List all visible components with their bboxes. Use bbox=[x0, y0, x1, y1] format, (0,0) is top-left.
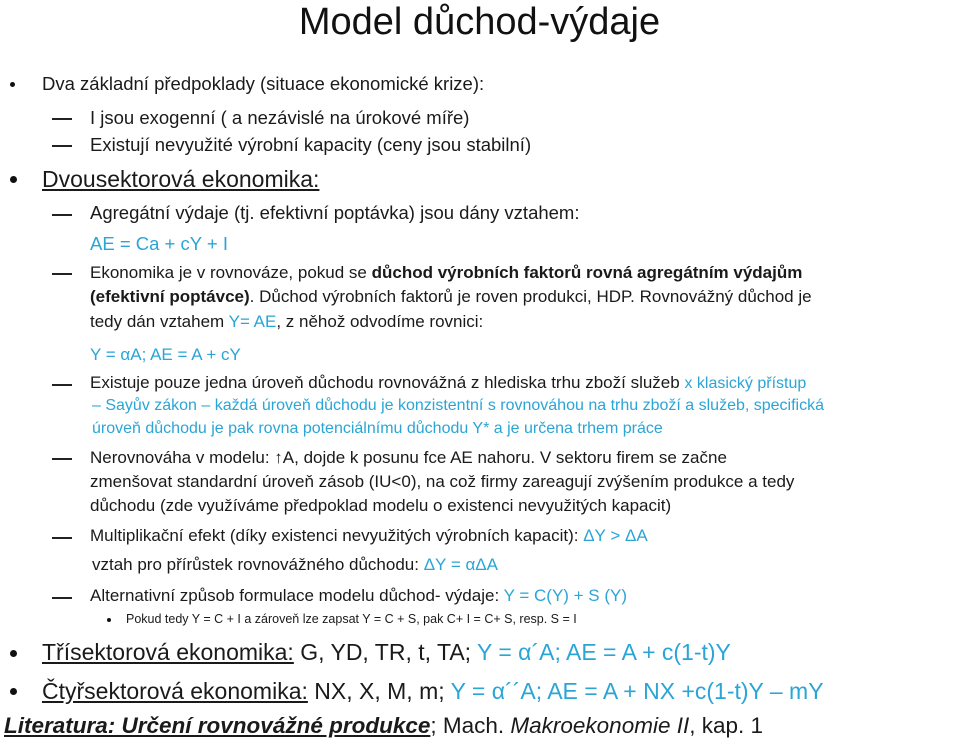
sub-item-text: I jsou exogenní ( a nezávislé na úrokové míře) bbox=[90, 107, 470, 128]
bullet-dot bbox=[10, 688, 17, 695]
dash-marker bbox=[52, 537, 72, 539]
formula-text: AE = Ca + cY + I bbox=[90, 233, 228, 254]
text-run: Nerovnováha v modelu: bbox=[90, 448, 275, 467]
text-run: G, YD, TR, t, TA; bbox=[293, 639, 478, 665]
formula-text: ΔY = αΔA bbox=[423, 555, 498, 574]
text-run: Alternativní způsob formulace modelu důchod- výdaje: bbox=[90, 586, 504, 605]
bold-text: (efektivní poptávce) bbox=[90, 287, 250, 306]
blue-text: – Sayův zákon – každá úroveň důchodu je konzistentní s rovnováhou na trhu zboží a služeb, specifická bbox=[92, 397, 824, 414]
formula-text: Y = C(Y) + S (Y) bbox=[503, 586, 628, 605]
bullet-dot bbox=[107, 618, 111, 622]
sub-item-text bbox=[90, 524, 648, 548]
sub-item-text bbox=[90, 584, 627, 608]
page-title: Model důchod-výdaje bbox=[298, 1, 661, 43]
text-run: NX, X, M, m; bbox=[307, 678, 451, 704]
sub-sub-item-text: Pokud tedy Y = C + I a zároveň lze zapsat Y = C + S, pak C+ I = C+ S, resp. S = I bbox=[126, 612, 577, 626]
dash-marker bbox=[52, 214, 72, 216]
bullet-dot bbox=[10, 176, 17, 183]
blue-text: x klasický přístup bbox=[684, 375, 807, 392]
dash-marker bbox=[52, 458, 72, 460]
dash-marker bbox=[52, 597, 72, 599]
sub-item-text: Existují nevyužité výrobní kapacity (ceny jsou stabilní) bbox=[90, 134, 532, 155]
text-run: , z něhož odvodíme rovnici: bbox=[276, 312, 484, 331]
text-run: A, dojde k posunu fce AE nahoru. V sektoru firem se začne bbox=[282, 448, 727, 467]
dash-marker bbox=[52, 273, 72, 275]
text-run: vztah pro přírůstek rovnovážného důchodu: bbox=[92, 555, 424, 574]
bullet-text: Dva základní předpoklady (situace ekonomické krize): bbox=[42, 73, 485, 94]
sub-item-text bbox=[90, 446, 727, 470]
text-run: Multiplikační efekt (díky existenci nevyužitých výrobních kapacit): bbox=[90, 526, 584, 545]
sub-item-text: Agregátní výdaje (tj. efektivní poptávka) jsou dány vztahem: bbox=[90, 202, 580, 223]
bullet-dot bbox=[10, 82, 15, 87]
literature-line bbox=[4, 711, 763, 741]
sub-item-text: důchodu (zde využíváme předpoklad modelu o existenci nevyužitých kapacit) bbox=[90, 496, 672, 515]
formula-text: Y = αA; AE = A + cY bbox=[90, 345, 241, 364]
dash-marker bbox=[52, 145, 72, 147]
text-run: ; Mach. bbox=[430, 713, 511, 738]
text-run: , kap. 1 bbox=[689, 713, 764, 738]
bold-text: důchod výrobních faktorů rovná agregátním výdajům bbox=[371, 263, 803, 282]
sub-item-text bbox=[90, 285, 812, 309]
formula-text: Y = α´´A; AE = A + NX +c(1-t)Y – mY bbox=[450, 678, 824, 704]
formula-text: Y= AE bbox=[228, 312, 277, 331]
sub-item-text bbox=[90, 371, 806, 395]
up-arrow-icon: ↑ bbox=[274, 448, 283, 467]
literature-label: Literatura: Určení rovnovážné produkce bbox=[4, 713, 431, 738]
sub-item-text bbox=[90, 310, 483, 334]
section-line bbox=[42, 637, 731, 667]
formula-text: Y = α´A; AE = A + c(1-t)Y bbox=[477, 639, 731, 665]
formula-text: ΔY > ΔA bbox=[583, 526, 648, 545]
text-run: Ekonomika je v rovnováze, pokud se bbox=[90, 263, 372, 282]
blue-text: úroveň důchodu je pak rovna potenciálnímu důchodu Y* a je určena trhem práce bbox=[92, 420, 663, 437]
dash-marker bbox=[52, 384, 72, 386]
text-run: Existuje pouze jedna úroveň důchodu rovnovážná z hlediska trhu zboží služeb bbox=[90, 373, 680, 392]
sub-item-text bbox=[92, 553, 498, 577]
book-title: Makroekonomie II bbox=[510, 713, 690, 738]
sub-item-text: zmenšovat standardní úroveň zásob (IU<0), na což firmy zareagují zvýšením produkce a tedy bbox=[90, 472, 795, 491]
bullet-dot bbox=[10, 650, 17, 657]
dash-marker bbox=[52, 118, 72, 120]
text-run: tedy dán vztahem bbox=[90, 312, 229, 331]
section-heading: Třísektorová ekonomika: bbox=[42, 639, 294, 665]
section-heading: Dvousektorová ekonomika: bbox=[42, 166, 320, 192]
section-line bbox=[42, 676, 824, 706]
text-run: . Důchod výrobních faktorů je roven produkci, HDP. Rovnovážný důchod je bbox=[249, 287, 812, 306]
section-heading: Čtyřsektorová ekonomika: bbox=[42, 678, 308, 704]
sub-item-text bbox=[90, 261, 802, 285]
